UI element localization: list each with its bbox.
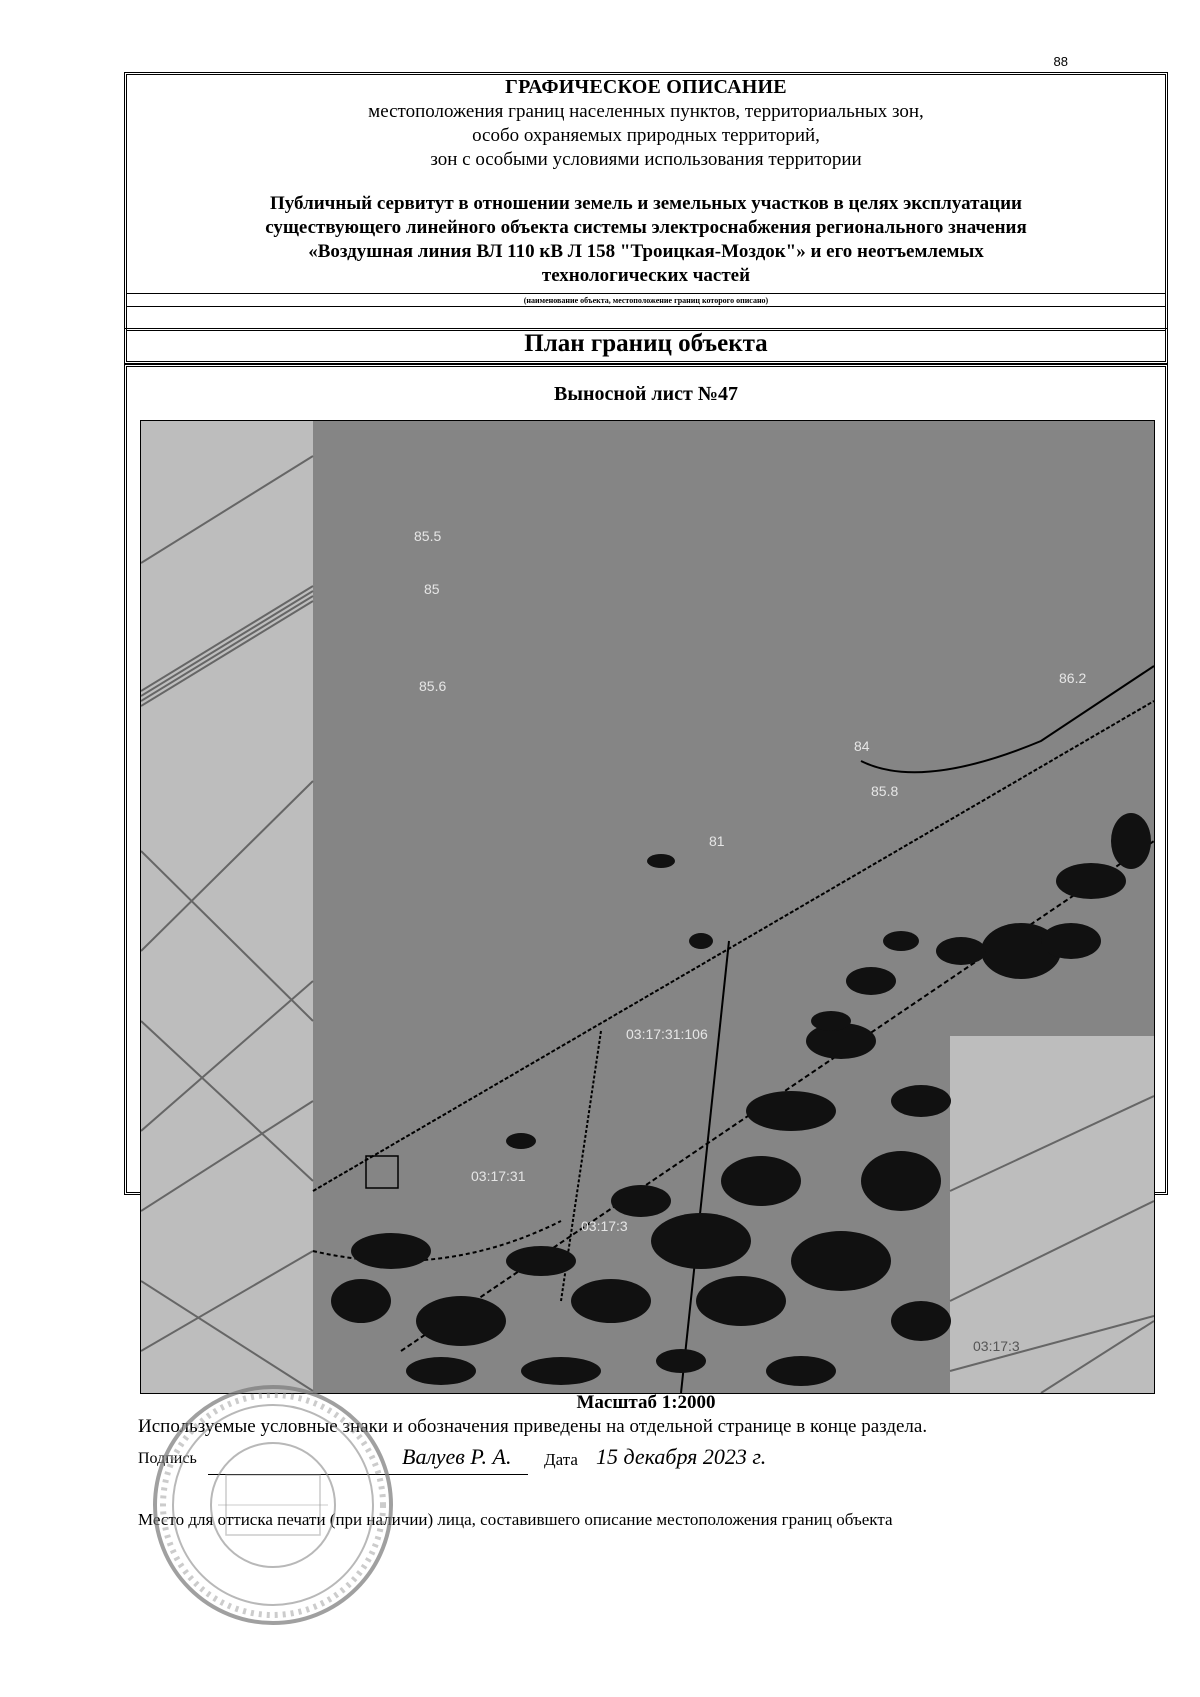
divider xyxy=(127,306,1165,307)
map-label: 03:17:3 xyxy=(973,1338,1020,1354)
parcel-label: 03:17:3 xyxy=(581,1218,628,1234)
map-canvas xyxy=(141,421,1154,1393)
document-title: ГРАФИЧЕСКОЕ ОПИСАНИЕ xyxy=(505,76,787,98)
seal-note: Место для оттиска печати (при наличии) лица, составившего описание местоположения границ объекта xyxy=(138,1510,893,1529)
map-label: 84 xyxy=(854,738,870,754)
map-label: 85.5 xyxy=(414,528,442,544)
document-subtitle xyxy=(124,100,1168,172)
sheet-title: Выносной лист №47 xyxy=(554,383,738,405)
signer-name: Валуев Р. А. xyxy=(402,1444,512,1469)
object-caption: (наименование объекта, местоположение границ которого описано) xyxy=(523,296,769,305)
page-number: 88 xyxy=(1053,54,1068,69)
map-label: 85 xyxy=(424,581,440,597)
date-label: Дата xyxy=(544,1450,578,1469)
subtitle-line: местоположения границ населенных пунктов, территориальных зон, xyxy=(368,101,924,122)
object-name-line: «Воздушная линия ВЛ 110 кВ Л 158 "Троицкая-Моздок"» и его неотъемлемых xyxy=(308,241,984,262)
light-zone-left xyxy=(141,421,313,1393)
subtitle-line: особо охраняемых природных территорий, xyxy=(472,125,820,146)
scale-label: Масштаб 1:2000 xyxy=(576,1392,716,1413)
parcel-label: 03:17:31 xyxy=(471,1168,526,1184)
object-name xyxy=(180,192,1112,288)
map-label: 86.2 xyxy=(1059,670,1087,686)
date-value: 15 декабря 2023 г. xyxy=(596,1444,767,1469)
map-label: 81 xyxy=(709,833,725,849)
map-plan xyxy=(140,420,1155,1394)
signature-label: Подпись xyxy=(138,1450,197,1467)
parcel-label: 03:17:31:106 xyxy=(626,1026,708,1042)
signature-line xyxy=(208,1474,528,1475)
subtitle-line: зон с особыми условиями использования территории xyxy=(430,149,862,170)
plan-title: План границ объекта xyxy=(524,330,768,357)
object-name-line: Публичный сервитут в отношении земель и земельных участков в целях эксплуатации xyxy=(270,193,1022,214)
divider xyxy=(127,293,1165,294)
legend-note: Используемые условные знаки и обозначения приведены на отдельной странице в конце раздела. xyxy=(138,1416,928,1437)
map-label: 85.6 xyxy=(419,678,447,694)
object-name-line: существующего линейного объекта системы электроснабжения регионального значения xyxy=(265,217,1027,238)
signature-row xyxy=(138,1440,1158,1480)
map-label: 85.8 xyxy=(871,783,899,799)
object-name-line: технологических частей xyxy=(541,265,751,286)
